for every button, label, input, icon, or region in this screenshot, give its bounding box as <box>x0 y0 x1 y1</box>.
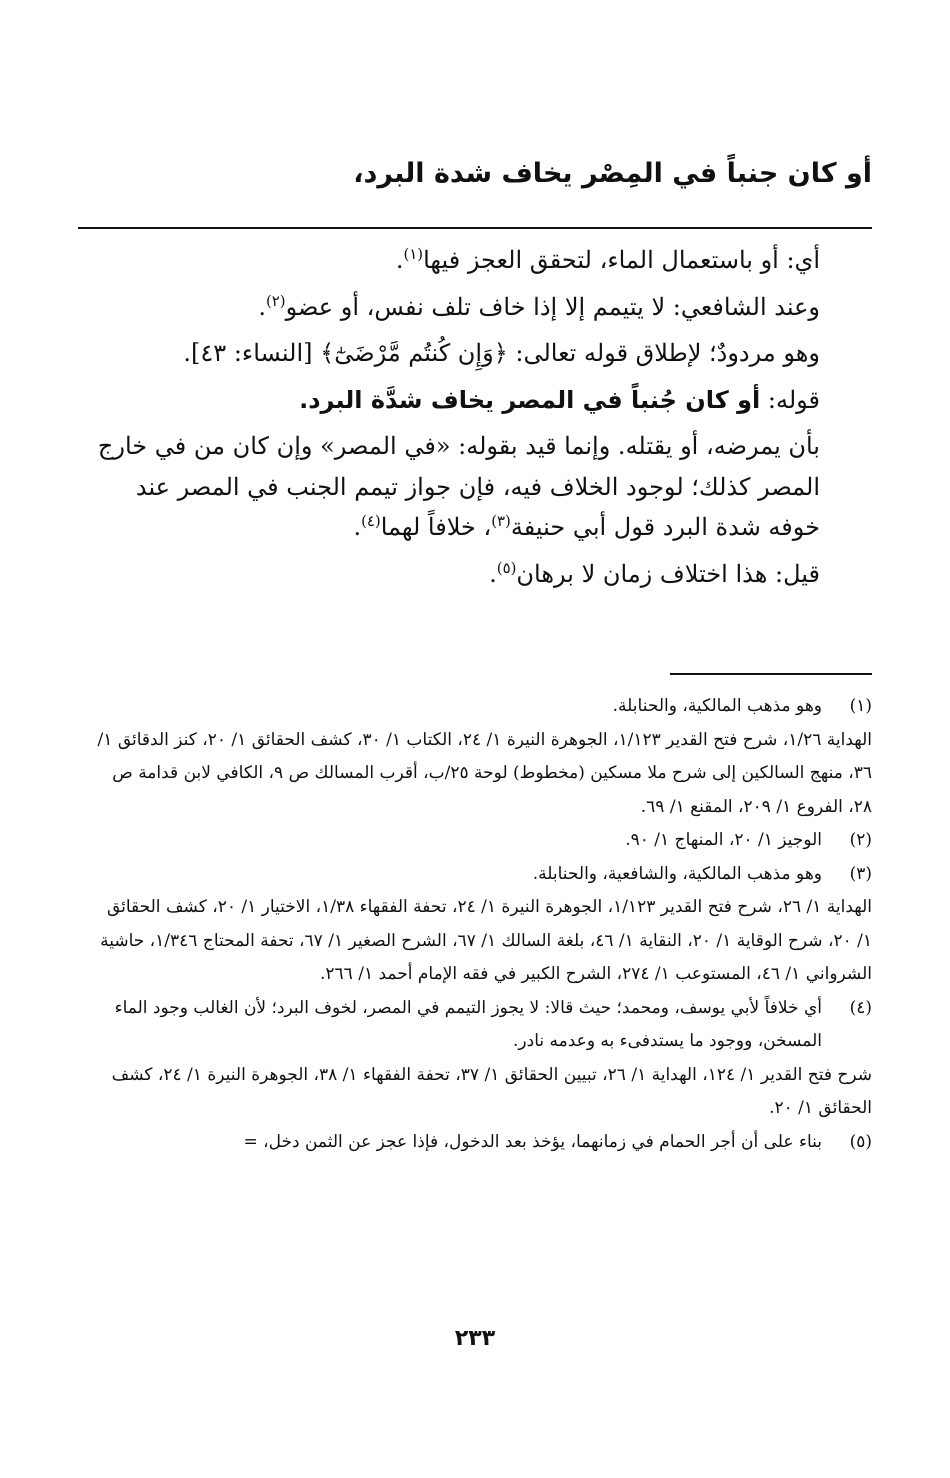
footnote-5-number: (٥) <box>849 1131 872 1152</box>
footnote-ref-3: (٣) <box>491 512 511 530</box>
paragraph-1 <box>96 240 872 281</box>
page-header-title: أو كان جنباً في المِصْر يخاف شدة البرد، <box>353 158 872 189</box>
paragraph-6-text: قيل: هذا اختلاف زمان لا برهان <box>516 559 820 588</box>
footnote-5 <box>96 1126 872 1160</box>
paragraph-6-end: . <box>489 559 497 588</box>
paragraph-2-text: وعند الشافعي: لا يتيمم إلا إذا خاف تلف نفس، أو عضو <box>285 292 820 321</box>
page-number: ٢٣٣ <box>454 1326 496 1351</box>
footnotes <box>96 690 872 1159</box>
footnote-4-sources: شرح فتح القدير ١/ ١٢٤، الهداية ١/ ٢٦، تبيين الحقائق ١/ ٣٧، تحفة الفقهاء ١/ ٣٨، الجوهرة النيرة ١/ ٢٤، كشف الحقائق ١/ ٢٠. <box>111 1064 872 1118</box>
footnote-4-text: أي خلافاً لأبي يوسف، ومحمد؛ حيث قالا: لا يجوز التيمم في المصر، لخوف البرد؛ لأن الغالب وجود الماء المسخن، ووجود ما يستدفىء به وعدمه نادر. <box>114 997 822 1051</box>
footnote-ref-2: (٢) <box>265 291 286 310</box>
footnote-1 <box>96 690 872 724</box>
footnote-ref-5: (٥) <box>496 558 517 577</box>
paragraph-1-end: . <box>395 246 404 274</box>
footnote-ref-1: (١) <box>403 245 424 263</box>
footnote-1-sources: الهداية ١/٢٦، شرح فتح القدير ١/١٢٣، الجوهرة النيرة ١/ ٢٤، الكتاب ١/ ٣٠، كشف الحقائق ١/ ٢٠، كنز الدقائق ١/ ٣٦، منهج السالكين إلى شرح ملا مسكين (مخطوط) لوحة ٢٥/ب، أقرب المسالك ص ٩، الكافي لابن قدامة ص ٢٨، الفروع ١/ ٢٠٩، المقنع ١/ ٦٩. <box>97 729 872 817</box>
paragraph-5-text-b: ، خلافاً لهما <box>380 513 492 541</box>
header-divider <box>78 227 872 229</box>
footnote-3-number: (٣) <box>849 863 872 884</box>
footnote-3-sources: الهداية ١/ ٢٦، شرح فتح القدير ١/١٢٣، الجوهرة النيرة ١/ ٢٤، تحفة الفقهاء ١/٣٨، الاختيار ١/ ٢٠، كشف الحقائق ١/ ٢٠، شرح الوقاية ١/ ٢٠، النقاية ١/ ٤٦، بلغة السالك ١/ ٦٧، الشرح الصغير ١/ ٦٧، تحفة المحتاج ١/٣٤٦، حاشية الشرواني ١/ ٤٦، المستوعب ١/ ٢٧٤، الشرح الكبير في فقه الإمام أحمد ١/ ٢٦٦. <box>100 897 872 984</box>
footnote-1-text: وهو مذهب المالكية، والحنابلة. <box>612 696 822 716</box>
footnote-2 <box>96 824 872 858</box>
footnote-4-number: (٤) <box>849 997 872 1018</box>
footnote-ref-4: (٤) <box>361 512 381 530</box>
footnote-4 <box>96 992 872 1059</box>
quote-prefix: قوله: <box>760 385 820 414</box>
footnote-2-number: (٢) <box>849 830 872 850</box>
footnote-2-text: الوجيز ١/ ٢٠، المنهاج ١/ ٩٠. <box>625 830 822 850</box>
paragraph-2 <box>96 287 872 328</box>
paragraph-3: وهو مردودٌ؛ لإطلاق قوله تعالى: ﴿وَإِن كُنتُم مَّرْضَىٰٓ﴾ [النساء: ٤٣]. <box>183 339 820 367</box>
paragraph-5-text-a: بأن يمرضه، أو يقتله. وإنما قيد بقوله: «في المصر» وإن كان من في خارج المصر كذلك؛ لوجود الخلاف فيه، فإن جواز تيمم الجنب في المصر عند خوفه شدة البرد قول أبي حنيفة <box>97 432 820 541</box>
paragraph-6 <box>96 554 872 595</box>
footnote-3 <box>96 858 872 892</box>
footnote-5-text: بناء على أن أجر الحمام في زمانهما، يؤخذ بعد الدخول، فإذا عجز عن الثمن دخل، = <box>243 1131 822 1152</box>
quoted-matn: أو كان جُنباً في المصر يخاف شدَّة البرد. <box>299 385 761 414</box>
paragraph-5-end: . <box>353 513 362 541</box>
paragraph-5 <box>96 426 872 548</box>
paragraph-1-text: أي: أو باستعمال الماء، لتحقق العجز فيها <box>423 246 820 274</box>
footnote-3-text: وهو مذهب المالكية، والشافعية، والحنابلة. <box>532 863 822 884</box>
main-text <box>96 240 872 594</box>
paragraph-2-end: . <box>258 292 266 321</box>
paragraph-4 <box>96 380 872 421</box>
footnote-1-number: (١) <box>849 696 872 716</box>
footnote-divider <box>670 673 872 675</box>
